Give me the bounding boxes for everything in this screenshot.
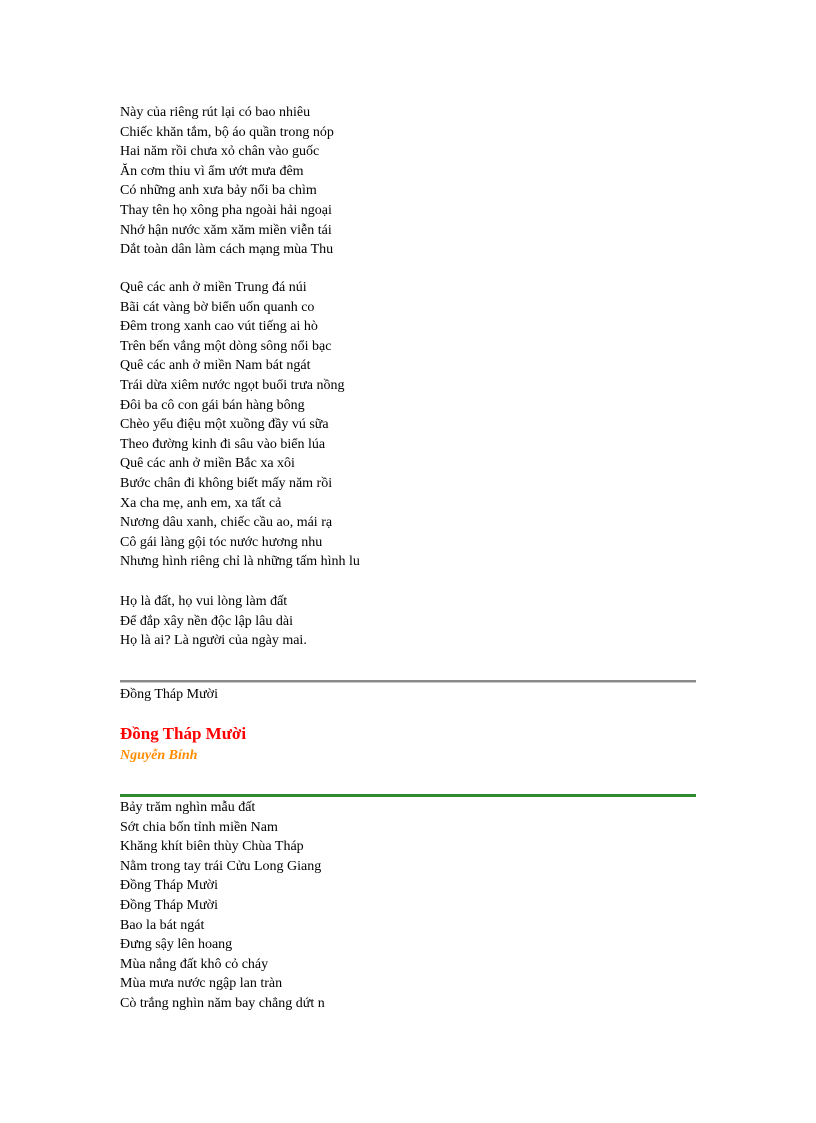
poem-line: Nhưng hình riêng chỉ là những tấm hình lu — [120, 554, 360, 570]
poem-line: Xa cha mẹ, anh em, xa tất cả — [120, 495, 282, 511]
poem-line: Theo đường kinh đi sâu vào biển lúa — [120, 436, 326, 452]
poem-line: Nhớ hận nước xăm xăm miền viễn tái — [120, 222, 332, 238]
title-divider — [120, 794, 696, 797]
poem-line: Sớt chia bốn tỉnh miền Nam — [120, 819, 278, 835]
section-divider — [120, 680, 696, 683]
section-caption: Đồng Tháp Mười — [120, 687, 218, 702]
poem-line: Bãi cát vàng bờ biển uốn quanh co — [120, 299, 315, 315]
poem-line: Đồng Tháp Mười — [120, 878, 218, 894]
poem-line: Đưng sậy lên hoang — [120, 937, 233, 953]
poem-line: Họ là đất, họ vui lòng làm đất — [120, 594, 288, 609]
poem-line: Đêm trong xanh cao vút tiếng ai hò — [120, 319, 318, 335]
poem-line: Có những anh xưa bảy nổi ba chìm — [120, 183, 317, 199]
poem-line: Nằm trong tay trái Cửu Long Giang — [120, 858, 322, 874]
poem-stanza-1 — [120, 103, 334, 260]
poem-line: Trái dừa xiêm nước ngọt buổi trưa nồng — [120, 377, 345, 393]
poem-line: Hai năm rồi chưa xỏ chân vào guốc — [120, 144, 320, 160]
poem-line: Mùa nắng đất khô cỏ cháy — [120, 956, 269, 972]
poem-title: Đồng Tháp Mười — [120, 724, 247, 743]
poem-line: Chèo yểu điệu một xuồng đầy vú sữa — [120, 417, 329, 433]
poem-line: Bảy trăm nghìn mẫu đất — [120, 800, 256, 815]
poem-stanza-2 — [120, 278, 360, 572]
poem-line: Họ là ai? Là người của ngày mai. — [120, 633, 307, 649]
poem-line: Nương dâu xanh, chiếc cầu ao, mái rạ — [120, 515, 333, 531]
poem-line: Khăng khít biên thùy Chùa Tháp — [120, 839, 304, 855]
poem-line: Cô gái làng gội tóc nước hương nhu — [120, 534, 323, 550]
poem-stanza-4 — [120, 798, 325, 1014]
poem-line: Đôi ba cô con gái bán hàng bông — [120, 397, 305, 413]
poem-line: Dắt toàn dân làm cách mạng mùa Thu — [120, 242, 334, 258]
poem-author: Nguyễn Bính — [120, 748, 198, 763]
poem-line: Này của riêng rút lại có bao nhiêu — [120, 105, 311, 120]
poem-line: Mùa mưa nước ngập lan tràn — [120, 976, 283, 992]
poem-line: Bao la bát ngát — [120, 917, 205, 933]
poem-line: Để đắp xây nền độc lập lâu dài — [120, 613, 293, 629]
poem-line: Chiếc khăn tắm, bộ áo quần trong nóp — [120, 124, 334, 140]
poem-line: Quê các anh ở miền Bắc xa xôi — [120, 456, 295, 472]
poem-stanza-3 — [120, 592, 307, 651]
poem-line: Quê các anh ở miền Nam bát ngát — [120, 358, 311, 374]
poem-line: Cò trắng nghìn năm bay chẳng dứt n — [120, 995, 325, 1011]
poem-line: Ăn cơm thiu vì ẩm ướt mưa đêm — [120, 163, 304, 179]
poem-line: Trên bến vắng một dòng sông nổi bạc — [120, 338, 332, 354]
poem-line: Đồng Tháp Mười — [120, 897, 218, 913]
poem-line: Thay tên họ xông pha ngoài hải ngoại — [120, 202, 332, 218]
poem-line: Bước chân đi không biết mấy năm rồi — [120, 475, 333, 491]
poem-line: Quê các anh ở miền Trung đá núi — [120, 280, 307, 295]
